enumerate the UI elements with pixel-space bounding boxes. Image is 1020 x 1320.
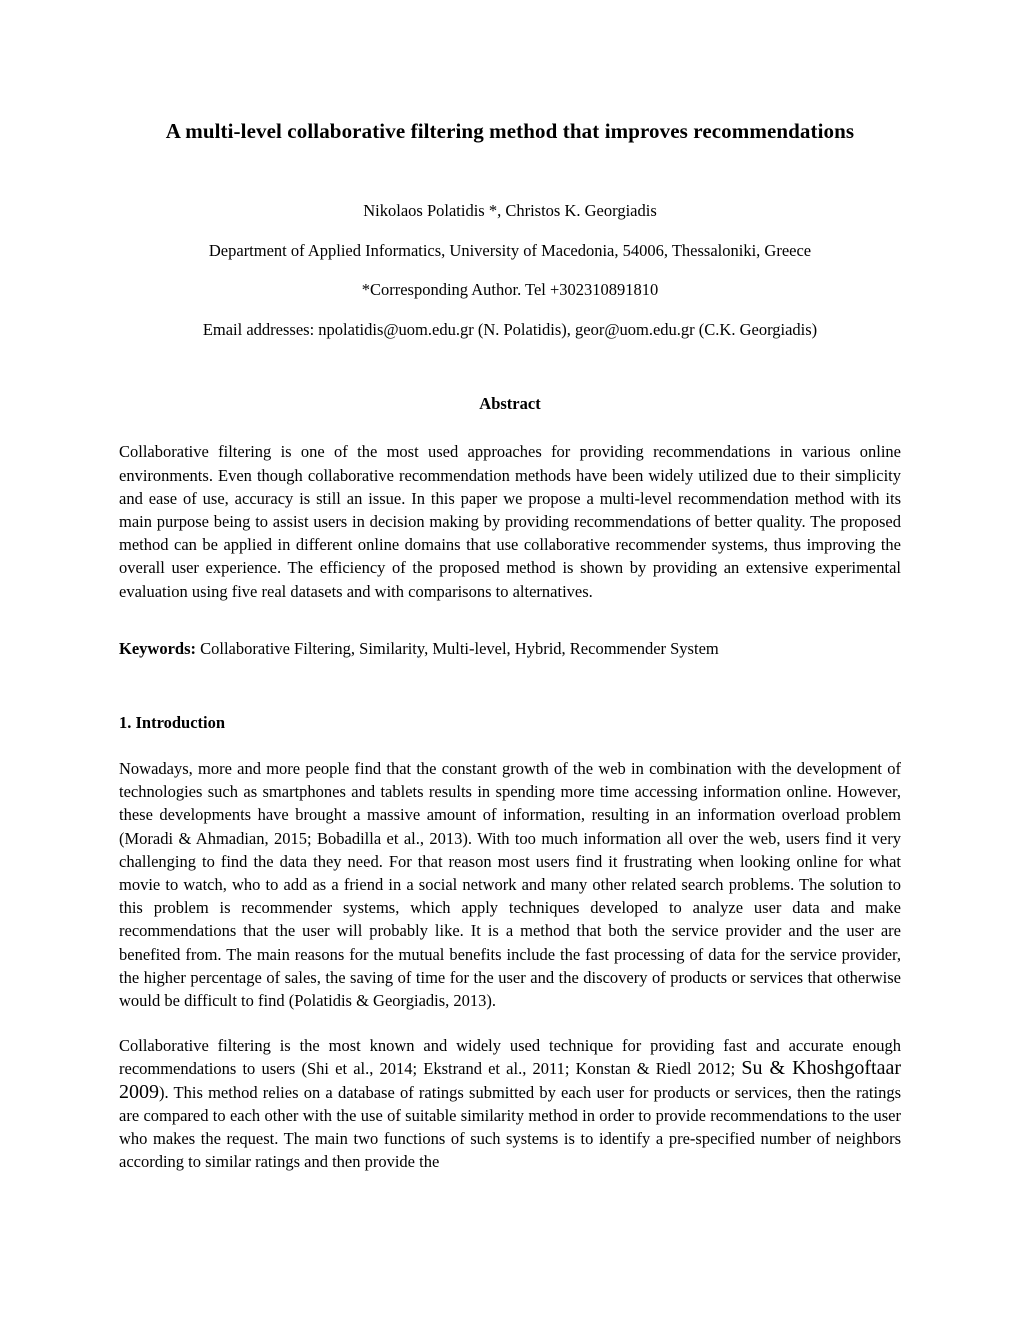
citation-emphasis-su-khoshgoftaar: Su & Khoshgoftaar 2009 — [119, 1057, 901, 1103]
section-heading-introduction: 1. Introduction — [119, 712, 226, 732]
introduction-paragraph-1: Nowadays, more and more people find that the constant growth of the web in combination with the development of technologies such as smartphones and tablets results in spending more time accessing information online. However, these developments have brought a massive amount of information, resulting in an information overload problem (Moradi & Ahmadian, 2015; Bobadilla et al., 2013). With too much information all over the web, users find it very challenging to find the data they need. For that reason most users find it frustrating when looking online for what movie to watch, who to add as a friend in a social network and many other related search problems. The solution to this problem is recommender systems, which apply techniques developed to analyze user data and make recommendations that the user will probably like. It is a method that both the service provider and the user are benefited from. The main reasons for the mutual benefits include the fast processing of data for the service provider, the higher percentage of sales, the saving of time for the user and the discovery of products or services that otherwise would be difficult to find (Polatidis & Georgiadis, 2013). — [119, 758, 901, 1010]
abstract-body: Collaborative filtering is one of the most used approaches for providing recommendations in various online environments. Even though collaborative recommendation methods have been widely utilized due to their simplicity and ease of use, accuracy is still an issue. In this paper we propose a multi-level recommendation method with its main purpose being to assist users in decision making by providing recommendations of better quality. The proposed method can be applied in different online domains that use collaborative recommender systems, thus improving the overall user experience. The efficiency of the proposed method is shown by providing an extensive experimental evaluation using five real datasets and with comparisons to alternatives. — [119, 442, 901, 601]
page-content-column — [119, 0, 901, 1173]
author-block — [119, 203, 901, 338]
abstract-heading: Abstract — [479, 394, 541, 414]
introduction-paragraph-2 — [119, 1012, 901, 1173]
keywords-list: Collaborative Filtering, Similarity, Multi-level, Hybrid, Recommender System — [196, 638, 719, 658]
keywords-label: Keywords: — [119, 638, 196, 658]
page-title: A multi-level collaborative filtering method that improves recommendations — [165, 119, 855, 143]
keywords-line — [119, 603, 901, 660]
author-names: Nikolaos Polatidis *, Christos K. Georgiadis — [363, 201, 657, 221]
paragraph-2-segment-two: ). This method relies on a database of ratings submitted by each user for products or services, then the ratings are compared to each other with the use of suitable similarity method in order to provide recommendations to the user who makes the request. The main two functions of such systems is to identify a pre-specified number of neighbors according to similar ratings and then provide the — [119, 1082, 901, 1172]
author-affiliation: Department of Applied Informatics, University of Macedonia, 54006, Thessaloniki, Greece — [208, 240, 812, 260]
paragraph-2-segment-one: Collaborative filtering is the most known and widely used technique for providing fast and accurate enough recommendations to users (Shi et al., 2014; Ekstrand et al., 2011; Konstan & Riedl 2012; — [119, 1036, 901, 1079]
corresponding-author-note: *Corresponding Author. Tel +302310891810 — [361, 280, 659, 300]
author-email-addresses: Email addresses: npolatidis@uom.edu.gr (N. Polatidis), geor@uom.edu.gr (C.K. Georgiadis) — [202, 319, 818, 339]
